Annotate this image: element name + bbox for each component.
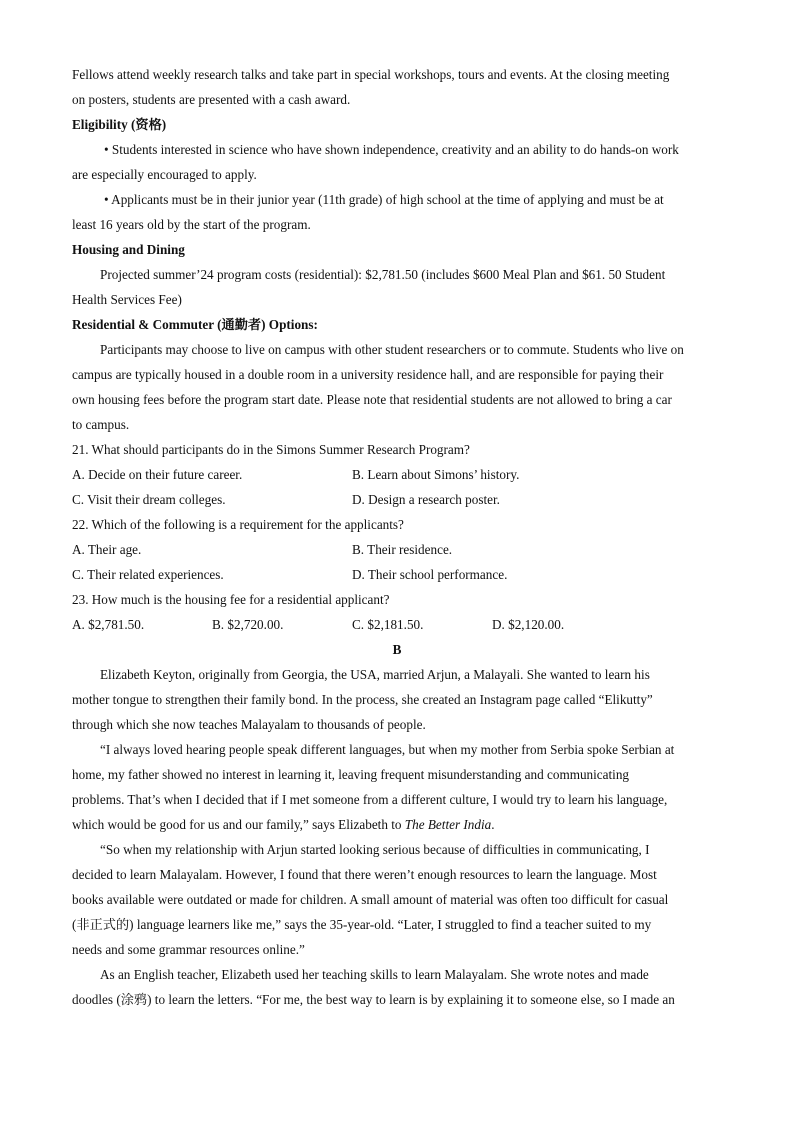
- passage-b-line: needs and some grammar resources online.”: [72, 942, 305, 957]
- option-a: A. Their age.: [72, 542, 142, 557]
- options-heading: Residential & Commuter (通勤者) Options:: [72, 317, 318, 332]
- passage-b-line: home, my father showed no interest in learning it, leaving frequent misunderstanding and communicating: [72, 767, 630, 782]
- question-22-options-row: [72, 537, 722, 562]
- option-a: A. $2,781.50.: [72, 617, 145, 632]
- question-22-stem: 22. Which of the following is a requirement for the applicants?: [72, 517, 404, 532]
- housing-text-cont: Health Services Fee): [72, 292, 182, 307]
- option-c: C. Their related experiences.: [72, 567, 224, 582]
- passage-b-line: “So when my relationship with Arjun started looking serious because of difficulties in communicating, I: [100, 842, 650, 857]
- intro-line: Fellows attend weekly research talks and take part in special workshops, tours and events. At the closing meeting: [72, 67, 670, 82]
- eligibility-bullet-2-cont: least 16 years old by the start of the program.: [72, 217, 311, 232]
- option-d: D. Their school performance.: [352, 567, 508, 582]
- options-text: Participants may choose to live on campus with other student researchers or to commute. Students who live on: [100, 342, 684, 357]
- passage-b-line: through which she now teaches Malayalam to thousands of people.: [72, 717, 426, 732]
- option-d: D. $2,120.00.: [492, 617, 565, 632]
- question-21-options-row: [72, 462, 722, 487]
- passage-b-line: books available were outdated or made for children. A small amount of material was often too difficult for casual: [72, 892, 669, 907]
- eligibility-bullet-2: • Applicants must be in their junior year (11th grade) of high school at the time of applying and must be at: [104, 192, 664, 207]
- passage-b-line: decided to learn Malayalam. However, I found that there weren’t enough resources to learn the language. Most: [72, 867, 657, 882]
- passage-b-line: “I always loved hearing people speak different languages, but when my mother from Serbia spoke Serbian at: [100, 742, 675, 757]
- eligibility-bullet-1: • Students interested in science who have shown independence, creativity and an ability to do hands-on work: [104, 142, 679, 157]
- option-d: D. Design a research poster.: [352, 492, 500, 507]
- options-text: to campus.: [72, 417, 130, 432]
- section-b-label: B: [392, 642, 402, 657]
- intro-line: on posters, students are presented with a cash award.: [72, 92, 351, 107]
- eligibility-bullet-1-cont: are especially encouraged to apply.: [72, 167, 257, 182]
- housing-heading: Housing and Dining: [72, 242, 185, 257]
- question-22-options-row: [72, 562, 722, 587]
- source-title: The Better India: [404, 817, 492, 832]
- eligibility-heading: Eligibility (资格): [72, 117, 167, 132]
- period: .: [491, 817, 495, 832]
- passage-b-line: [72, 812, 722, 837]
- passage-b-line: doodles (涂鸦) to learn the letters. “For me, the best way to learn is by explaining it to someone else, so I made an: [72, 992, 675, 1007]
- passage-b-line: problems. That’s when I decided that if I met someone from a different culture, I would try to learn his language,: [72, 792, 668, 807]
- document-page: [72, 62, 722, 1012]
- passage-b-line: mother tongue to strengthen their family bond. In the process, she created an Instagram page called “Elikutty”: [72, 692, 653, 707]
- option-c: C. Visit their dream colleges.: [72, 492, 226, 507]
- option-b: B. Their residence.: [352, 542, 453, 557]
- question-23-stem: 23. How much is the housing fee for a residential applicant?: [72, 592, 390, 607]
- passage-b-line: Elizabeth Keyton, originally from Georgia, the USA, married Arjun, a Malayali. She wanted to learn his: [100, 667, 650, 682]
- quote-attribution: which would be good for us and our family,” says Elizabeth to: [72, 817, 405, 832]
- question-23-options-row: [72, 612, 722, 637]
- option-b: B. Learn about Simons’ history.: [352, 467, 520, 482]
- passage-b-line: As an English teacher, Elizabeth used her teaching skills to learn Malayalam. She wrote notes and made: [100, 967, 649, 982]
- option-a: A. Decide on their future career.: [72, 467, 243, 482]
- option-c: C. $2,181.50.: [352, 617, 424, 632]
- question-21-options-row: [72, 487, 722, 512]
- question-21-stem: 21. What should participants do in the Simons Summer Research Program?: [72, 442, 470, 457]
- options-text: campus are typically housed in a double room in a university residence hall, and are responsible for paying their: [72, 367, 664, 382]
- housing-text: Projected summer’24 program costs (residential): $2,781.50 (includes $600 Meal Plan and $61. 50 Student: [100, 267, 666, 282]
- options-text: own housing fees before the program start date. Please note that residential students are not allowed to bring a car: [72, 392, 672, 407]
- passage-b-line: (非正式的) language learners like me,” says the 35-year-old. “Later, I struggled to find a teacher suited to my: [72, 917, 652, 932]
- option-b: B. $2,720.00.: [212, 617, 284, 632]
